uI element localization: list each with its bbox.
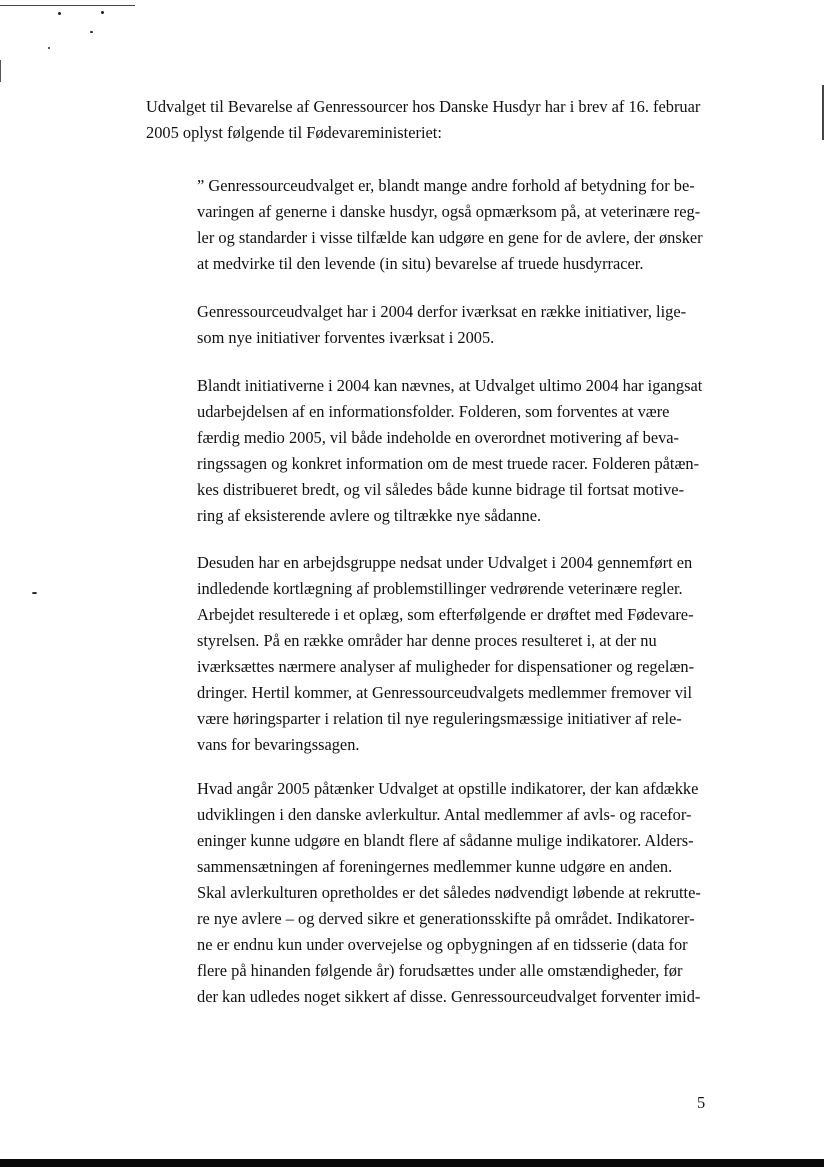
text-line: ler og standarder i visse tilfælde kan udgøre en gene for de avlere, der ønsker [197,228,703,247]
text-line: ring af eksisterende avlere og tiltrække nye sådanne. [197,506,542,525]
text-line: sammensætningen af foreningernes medlemmer kunne udgøre en anden. [197,857,673,876]
text-line: Hvad angår 2005 påtænker Udvalget at opstille indikatorer, der kan afdække [197,779,699,798]
scan-speck [58,12,61,15]
text-line: Udvalget til Bevarelse af Genressourcer hos Danske Husdyr har i brev af 16. februar [146,97,701,116]
quote-paragraph-5 [197,776,712,1010]
text-line: Arbejdet resulterede i et oplæg, som efterfølgende er drøftet med Fødevare- [197,605,694,624]
text-line: Skal avlerkulturen opretholdes er det således nødvendigt løbende at rekrutte- [197,883,701,902]
quote-paragraph-3 [197,373,712,529]
scan-speck [48,47,50,49]
text-line: udarbejdelsen af en informationsfolder. Folderen, som forventes at være [197,402,670,421]
text-line: indledende kortlægning af problemstillinger vedrørende veterinære regler. [197,579,683,598]
text-line: Desuden har en arbejdsgruppe nedsat under Udvalget i 2004 gennemført en [197,553,693,572]
text-line: iværksættes nærmere analyser af muligheder for dispensationer og regelæn- [197,657,695,676]
scan-speck [101,11,104,14]
quote-paragraph-4 [197,550,712,758]
text-line: ne er endnu kun under overvejelse og opbygningen af en tidsserie (data for [197,935,688,954]
page-number: 5 [697,1093,706,1112]
text-line: Blandt initiativerne i 2004 kan nævnes, at Udvalget ultimo 2004 har igangsat [197,376,703,395]
scan-artifact-top-line [0,5,135,6]
text-line: eninger kunne udgøre en blandt flere af sådanne mulige indikatorer. Alders- [197,831,694,850]
quote-paragraph-2 [197,299,712,351]
text-line: kes distribueret bredt, og vil således både kunne bidrage til fortsat motive- [197,480,685,499]
text-line: 2005 oplyst følgende til Fødevareministeriet: [146,123,442,142]
text-line: ringssagen og konkret information om de mest truede racer. Folderen påtæn- [197,454,700,473]
text-line: udviklingen i den danske avlerkultur. Antal medlemmer af avls- og racefor- [197,805,692,824]
text-line: dringer. Hertil kommer, at Genressourceudvalgets medlemmer fremover vil [197,683,692,702]
scan-speck [32,592,37,594]
text-line: styrelsen. På en række områder har denne proces resulteret i, at der nu [197,631,657,650]
text-line: varingen af generne i danske husdyr, også opmærksom på, at veterinære reg- [197,202,701,221]
text-line: flere på hinanden følgende år) forudsættes under alle omstændigheder, før [197,961,683,980]
text-line: ” Genressourceudvalget er, blandt mange andre forhold af betydning for be- [197,176,695,195]
text-line: som nye initiativer forventes iværksat i 2005. [197,328,495,347]
intro-text [146,94,700,146]
text-line: at medvirke til den levende (in situ) bevarelse af truede husdyrracer. [197,254,644,273]
scan-speck [90,31,93,33]
scan-artifact-left-edge [0,60,1,82]
text-line: Genressourceudvalget har i 2004 derfor iværksat en række initiativer, lige- [197,302,687,321]
text-line: vans for bevaringssagen. [197,735,360,754]
text-line: der kan udledes noget sikkert af disse. Genressourceudvalget forventer imid- [197,987,701,1006]
text-line: være høringsparter i relation til nye reguleringsmæssige initiativer af rele- [197,709,682,728]
quote-paragraph-1 [197,173,712,277]
text-line: færdig medio 2005, vil både indeholde en overordnet motivering af beva- [197,428,680,447]
text-line: re nye avlere – og derved sikre et generationsskifte på området. Indikatorer- [197,909,695,928]
scan-bottom-border [0,1159,824,1167]
